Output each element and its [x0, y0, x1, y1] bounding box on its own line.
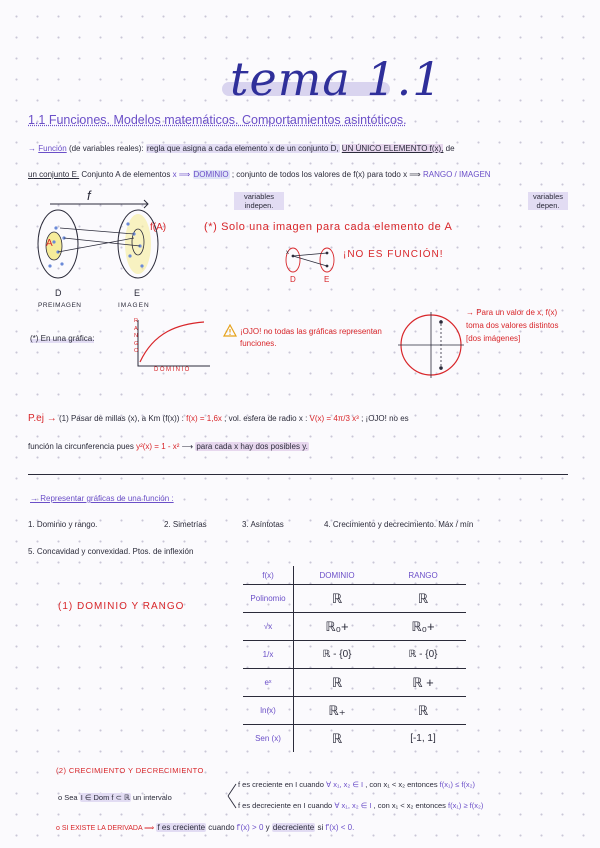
representar-item-5: 5. Concavidad y convexidad. Ptos. de inflexión — [28, 547, 194, 556]
f-label: f — [87, 188, 91, 203]
derivada-line: o SI EXISTE LA DERIVADA ⟹ f es creciente cuando f'(x) > 0 y decreciente si f'(x) < 0. — [56, 823, 355, 832]
section-heading: 1.1 Funciones. Modelos matemáticos. Comportamientos asintóticos. — [28, 113, 407, 127]
section-divider — [28, 474, 568, 475]
table-cell-dominio: ℝ — [294, 585, 381, 613]
table-cell-fx: eˣ — [243, 669, 294, 697]
set-fa-label: f(A) — [150, 222, 167, 233]
circle-graph — [398, 312, 464, 378]
mini-x-label: x — [286, 250, 289, 256]
table-cell-fx: 1/x — [243, 641, 294, 669]
table-row — [243, 725, 466, 753]
definition-line-2 — [28, 170, 491, 179]
dominio-axis-label: DOMINIO — [154, 367, 191, 373]
conjunto-valores: ; conjunto de todos los valores de f(x) para todo x ⟹ — [231, 170, 421, 179]
example-line-2: función la circunferencia pues y²(x) = 1 - x² ⟶ para cada x hay dos posibles y. — [28, 442, 308, 451]
conjunto-e: un conjunto E. — [28, 170, 80, 179]
mini-e-label: E — [324, 275, 330, 284]
funcion-paren: (de variables reales): — [68, 144, 144, 153]
table-cell-fx: ln(x) — [243, 697, 294, 725]
rango-note: variables depen. — [528, 192, 568, 210]
table-cell-rango: ℝ₀+ — [380, 613, 466, 641]
x-arrow: x ⟹ — [172, 170, 191, 179]
dominio-word: DOMINIO — [193, 170, 229, 179]
table-cell-rango: ℝ + — [380, 669, 466, 697]
dominio-rango-heading: (1) DOMINIO Y RANGO — [58, 601, 185, 612]
imagen-label: IMAGEN — [118, 302, 150, 309]
table-cell-rango: ℝ — [380, 585, 466, 613]
sea-intervalo: o Sea I ∈ Dom f ⊂ ℝ un intervalo — [58, 793, 172, 802]
table-cell-dominio: ℝ — [294, 725, 381, 753]
decreciente-line: f es decreciente en I cuando ∀ x₁, x₂ ∈ I , con x₁ < x₂ entonces f(x₁) ≥ f(x₂) — [238, 801, 484, 810]
definition-rule: regla que asigna a cada elemento x de un conjunto D, — [146, 144, 339, 153]
warning-icon — [223, 324, 237, 337]
conjunto-a: Conjunto A de elementos — [81, 170, 171, 179]
table-header-rango: RANGO — [408, 570, 438, 580]
no-funcion: ¡NO ES FUNCIÓN! — [343, 249, 444, 260]
crecimiento-heading: (2) CRECIMIENTO Y DECRECIMIENTO — [56, 766, 204, 775]
table-header-dominio: DOMINIO — [319, 570, 355, 580]
page-title: tema 1.1 — [230, 52, 443, 106]
preimagen-label: PREIMAGEN — [38, 302, 82, 309]
example-line-1: P.ej → (1) Pasar de millas (x), a Km (f(x)) : f(x) = 1,6x ; vol. esfera de radio x : V(x) = 4π/3 x³ ; ¡OJO! no es — [28, 413, 409, 424]
table-header-fx: f(x) — [243, 566, 294, 585]
creciente-line: f es creciente en I cuando ∀ x₁, x₂ ∈ I , con x₁ < x₂ entonces f(x₁) ≤ f(x₂) — [238, 780, 476, 789]
rango-word: RANGO / IMAGEN — [423, 170, 491, 179]
graph-star-note: (*) En una gráfica: — [30, 334, 95, 343]
table-row — [243, 613, 466, 641]
curve-graph — [132, 318, 212, 374]
table-row — [243, 641, 466, 669]
unique-element: UN ÚNICO ELEMENTO f(x), — [341, 144, 444, 153]
rango-axis-label: R A N G O — [134, 318, 139, 354]
set-e-label: E — [134, 288, 141, 298]
table-cell-fx: Polinomio — [243, 585, 294, 613]
set-d-label: D — [55, 288, 62, 298]
table-cell-rango: ℝ — [380, 697, 466, 725]
representar-item-2: 2. Simetrías — [164, 520, 207, 529]
table-cell-rango: ℝ - {0} — [380, 641, 466, 669]
table-cell-dominio: ℝ - {0} — [294, 641, 381, 669]
dominio-note: variables indepen. — [234, 192, 284, 210]
arrow-glyph: → — [28, 144, 36, 153]
set-a-label: A — [46, 238, 53, 249]
table-cell-fx: Sen (x) — [243, 725, 294, 753]
representar-item-1: 1. Dominio y rango. — [28, 520, 98, 529]
table-row — [243, 585, 466, 613]
branch-arrows — [226, 780, 238, 812]
table-cell-dominio: ℝ — [294, 669, 381, 697]
de-word: de — [445, 144, 455, 153]
representar-heading: → Representar gráficas de una función : — [30, 494, 174, 503]
mini-d-label: D — [290, 275, 296, 284]
table-row — [243, 697, 466, 725]
star-note: (*) Solo una imagen para cada elemento de A — [204, 221, 453, 233]
funcion-word: Función — [38, 144, 67, 153]
domain-range-table — [243, 566, 466, 752]
table-cell-dominio: ℝ₀+ — [294, 613, 381, 641]
table-header-row — [243, 566, 466, 585]
definition-line-1 — [28, 144, 455, 153]
table-cell-rango: [-1, 1] — [380, 725, 466, 753]
representar-item-4: 4. Crecimiento y decrecimiento. Máx / mín — [324, 520, 474, 529]
circle-note: → Para un valor de x, f(x) toma dos valores distintos [dos imágenes] — [466, 308, 559, 343]
warning-text: ¡OJO! no todas las gráficas representan funciones. — [240, 327, 382, 348]
table-cell-dominio: ℝ₊ — [294, 697, 381, 725]
representar-item-3: 3. Asíntotas — [242, 520, 284, 529]
table-cell-fx: √x — [243, 613, 294, 641]
table-row — [243, 669, 466, 697]
